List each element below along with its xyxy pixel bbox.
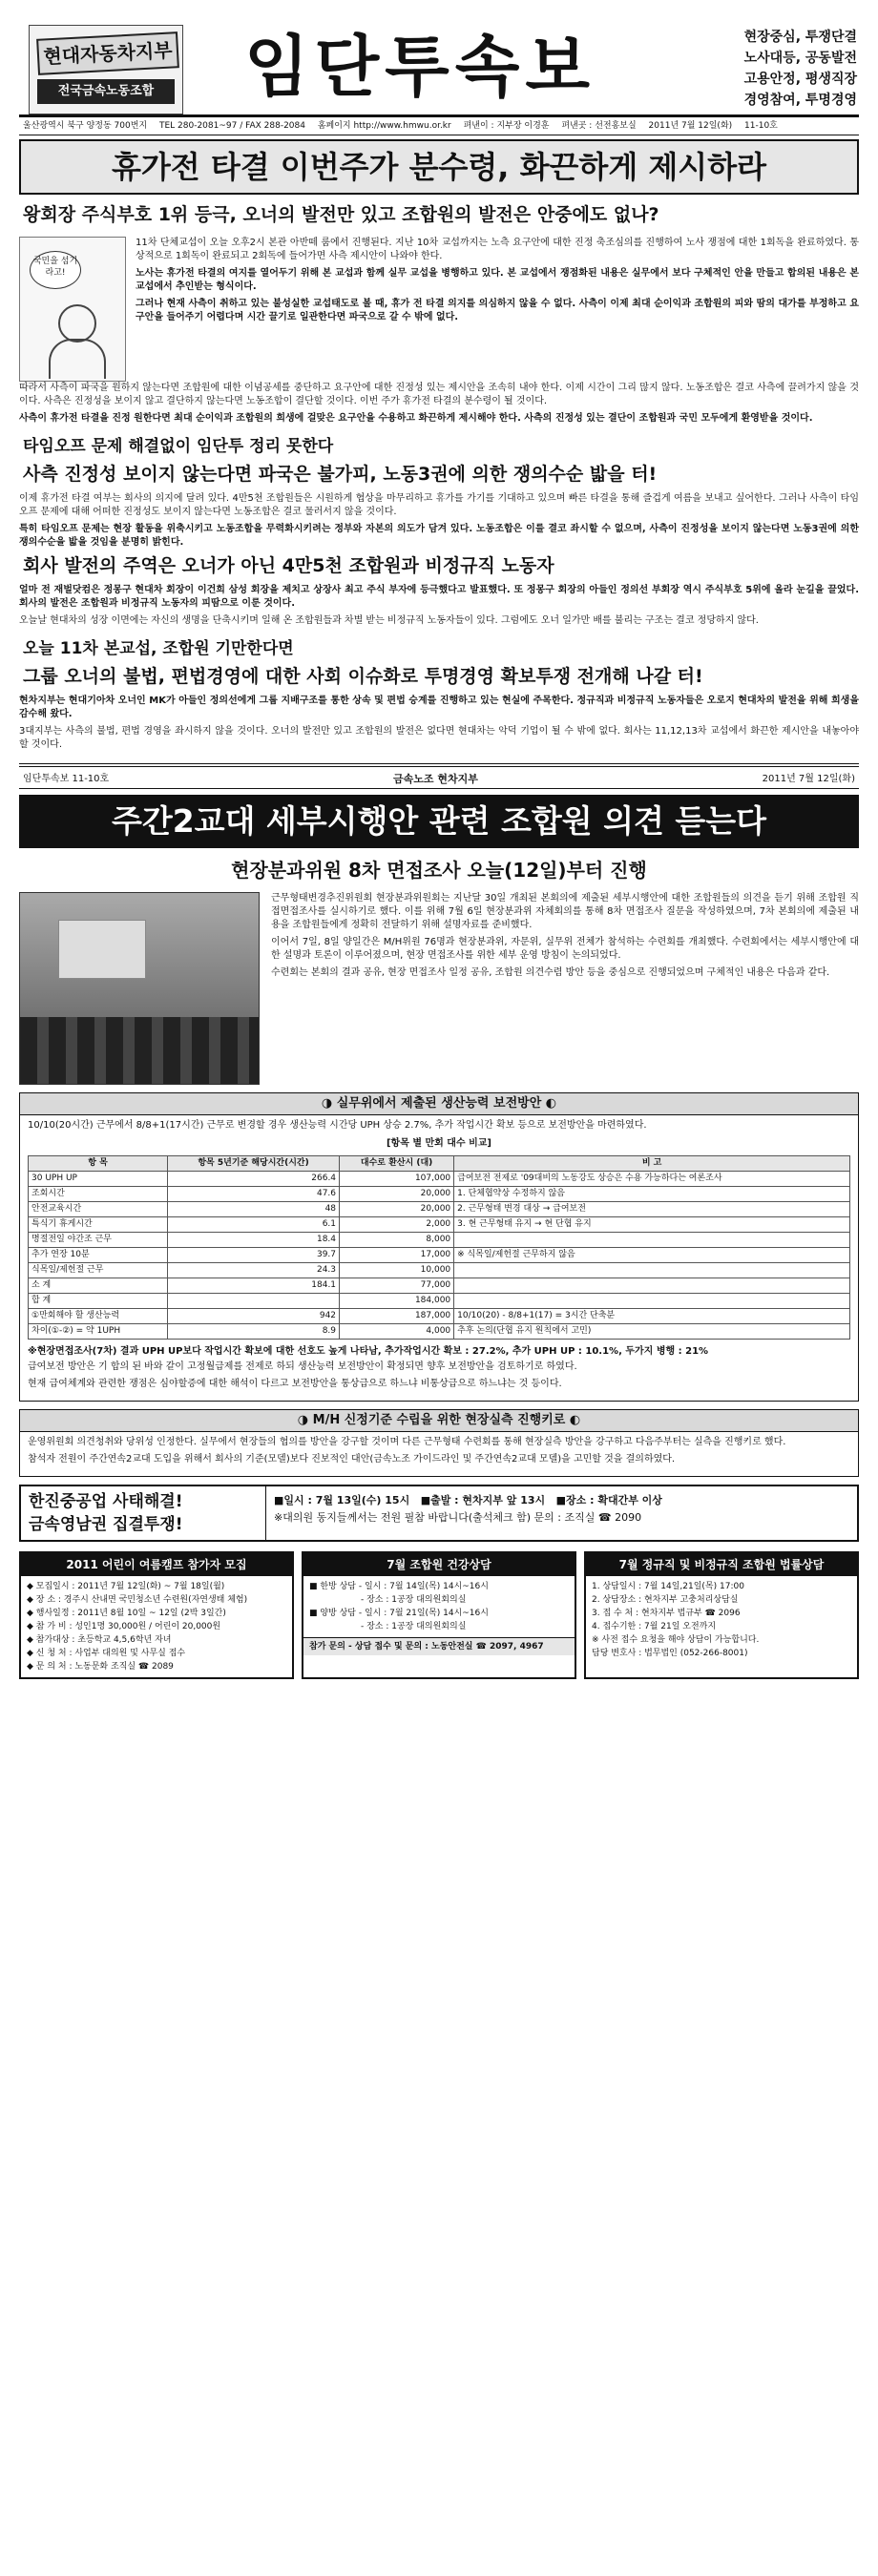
paragraph: 운영위원회 의견청취와 당위성 인정한다. 실무에서 현장들의 협의를 방안을 강구할 것이며 다른 근무형태 수련회를 통해 현장실측 방안을 강구하고 다음주부터는 실측을 진행키로 했다. bbox=[28, 1437, 786, 1447]
table-row bbox=[29, 1233, 850, 1248]
logo-bottom-text: 전국금속노동조합 bbox=[37, 79, 175, 104]
list-item: - 장소 : 1공장 대의원회의실 bbox=[309, 1595, 467, 1605]
table-cell: 차이(①-②) = 약 1UPH bbox=[29, 1324, 168, 1340]
rally-title bbox=[21, 1486, 266, 1540]
table-cell: 18.4 bbox=[168, 1233, 340, 1248]
address: 울산광역시 북구 양정동 700번지 bbox=[23, 121, 148, 131]
table-cell: 77,000 bbox=[340, 1278, 454, 1294]
paragraph: 따라서 사측이 파국을 원하지 않는다면 조합원에 대한 이념공세를 중단하고 요구안에 대한 진정성 있는 제시안을 조속히 내야 한다. 이제 시간이 그리 많지 않다. 노동조합은 결코 사측에 끌려가지 않을 것이다. 사측은 진정성을 보이지 않고 결단하지 않는다면 노동조합이 결단할 것이다. 이번 주가 휴가전 타결의 분수령이 될 것이다. bbox=[19, 383, 859, 406]
column-header: 비 고 bbox=[454, 1156, 850, 1172]
table-cell: 6.1 bbox=[168, 1217, 340, 1233]
paragraph: 급여보전 방안은 기 합의 된 바와 같이 고정월급제를 전제로 하되 생산능력 보전방안이 확정되면 향후 보전방안을 검토하기로 하였다. bbox=[28, 1361, 577, 1372]
mh-box bbox=[19, 1409, 859, 1477]
table-cell: ①만회해야 할 생산능력 bbox=[29, 1309, 168, 1324]
page2-header bbox=[19, 771, 859, 789]
table-caption: [항목 별 만회 대수 비교] bbox=[386, 1138, 491, 1149]
notice-boxes bbox=[19, 1551, 859, 1679]
audience bbox=[20, 1017, 259, 1084]
section-heading: 사측 진정성 보이지 않는다면 파국은 불가피, 노동3권에 의한 쟁의수순 밟을 터! bbox=[23, 464, 658, 485]
rally-notice bbox=[19, 1485, 859, 1542]
health-contact: 참가 문의 - 상담 접수 및 문의 : 노동안전실 ☎ 2097, 4967 bbox=[303, 1637, 575, 1655]
paper-name: 임단투속보 bbox=[243, 28, 596, 106]
table-cell: 합 계 bbox=[29, 1294, 168, 1309]
rally-place: ■장소 : 확대간부 이상 bbox=[555, 1494, 662, 1506]
paragraph: 현재 급여체계와 관련한 쟁점은 심야할증에 대한 해석이 다르고 보전방안을 통상급으로 하느냐 비통상급으로 하느냐는 것 등이다. bbox=[28, 1379, 562, 1389]
table-cell: 17,000 bbox=[340, 1248, 454, 1263]
newsletter-page bbox=[19, 19, 859, 1679]
list-item: ■ 양방 상담 - 일시 : 7월 21일(목) 14시~16시 bbox=[309, 1609, 489, 1618]
table-row bbox=[29, 1294, 850, 1309]
section-kicker: 타임오프 문제 해결없이 임단투 정리 못한다 bbox=[23, 437, 334, 456]
table-row bbox=[29, 1248, 850, 1263]
list-item: ◆ 신 청 처 : 사업부 대의원 및 사무실 접수 bbox=[27, 1649, 186, 1658]
capacity-intro: 10/10(20시간) 근무에서 8/8+1(17시간) 근무로 변경할 경우 생산능력 시간당 UPH 상승 2.7%, 추가 작업시간 확보 등으로 보전방안을 마련하였다. bbox=[28, 1120, 647, 1131]
capacity-box bbox=[19, 1092, 859, 1402]
meeting-photo bbox=[19, 892, 260, 1085]
slogan: 경영참여, 투명경영 bbox=[743, 93, 857, 108]
table-cell: 급여보전 전제로 '09대비의 노동강도 상승은 수용 가능하다는 여론조사 bbox=[454, 1172, 850, 1187]
column-header: 항목 5년기준 해당시간(시간) bbox=[168, 1156, 340, 1172]
table-row bbox=[29, 1324, 850, 1340]
table-row bbox=[29, 1172, 850, 1187]
table-cell: 2,000 bbox=[340, 1217, 454, 1233]
paragraph: 얼마 전 재벌닷컴은 정몽구 현대차 회장이 이건희 삼성 회장을 제치고 상장사 최고 주식 부자에 등극했다고 발표했다. 또 정몽구 회장의 아들인 정의선 부회장 역시 주식부호 5위에 올라 눈길을 끌었다. 회사의 발전은 조합원과 비정규직 노동자의 피땀으로 이룬 것이다. bbox=[19, 585, 859, 609]
camp-title: 2011 어린이 여름캠프 참가자 모집 bbox=[21, 1553, 292, 1576]
table-cell bbox=[454, 1263, 850, 1278]
editor: 펴낸곳 : 선전홍보실 bbox=[561, 121, 637, 131]
list-item: 2. 상담장소 : 현차지부 고충처리상담실 bbox=[592, 1595, 739, 1605]
table-cell: 3. 현 근무형태 유지 → 현 단협 유지 bbox=[454, 1217, 850, 1233]
list-item: 3. 접 수 처 : 현차지부 법규부 ☎ 2096 bbox=[592, 1609, 741, 1618]
legal-title: 7월 정규직 및 비정규직 조합원 법률상담 bbox=[586, 1553, 857, 1576]
list-item: 담당 변호사 : 법무법인 (052-266-8001) bbox=[592, 1649, 748, 1658]
table-cell: 특식기 휴게시간 bbox=[29, 1217, 168, 1233]
table-cell: 48 bbox=[168, 1202, 340, 1217]
table-cell: 1. 단체협약상 수정하지 않음 bbox=[454, 1187, 850, 1202]
paragraph: 이어서 7일, 8일 양일간은 M/H위원 76명과 현장분과위, 자문위, 실무위 전체가 참석하는 수련회를 개최했다. 수련회에서는 세부시행안에 대한 설명과 토론이 이루어졌으며, 현장 면접조사를 위한 세부 운영 방침이 논의되었다. bbox=[271, 937, 859, 961]
legal-notice bbox=[584, 1551, 859, 1679]
table-cell: 184,000 bbox=[340, 1294, 454, 1309]
page2-article bbox=[19, 892, 859, 1085]
survey-summary: ※현장면접조사(7차) 결과 UPH UP보다 작업시간 확보에 대한 선호도 높게 나타남, 추가작업시간 확보 : 27.2%, 추가 UPH UP : 10.1%, 두가지 병행 : 21% bbox=[28, 1346, 709, 1357]
table-cell bbox=[454, 1294, 850, 1309]
slogan: 노사대등, 공동발전 bbox=[743, 51, 857, 66]
list-item: ◆ 행사일정 : 2011년 8월 10일 ~ 12일 (2박 3일간) bbox=[27, 1609, 226, 1618]
table-cell: 조회시간 bbox=[29, 1187, 168, 1202]
table-cell: 소 계 bbox=[29, 1278, 168, 1294]
info-bar bbox=[19, 117, 859, 135]
table-cell: 266.4 bbox=[168, 1172, 340, 1187]
table-cell: ※ 식목일/제헌절 근무하지 않음 bbox=[454, 1248, 850, 1263]
table-row bbox=[29, 1263, 850, 1278]
page2-org: 금속노조 현차지부 bbox=[393, 773, 478, 785]
cartoon-illustration bbox=[19, 237, 126, 382]
publisher: 펴낸이 : 지부장 이경훈 bbox=[463, 121, 550, 131]
paragraph: 3대지부는 사측의 불법, 편법 경영을 좌시하지 않을 것이다. 오너의 발전만 있고 조합원의 발전은 없다면 현대차는 악덕 기업이 될 수 밖에 없다. 회사는 11,12,13차 교섭에서 화끈한 제시안을 내놓아야 할 것이다. bbox=[19, 726, 859, 750]
logo-top-text: 현대자동차지부 bbox=[36, 31, 179, 75]
homepage-link[interactable]: 홈페이지 http://www.hmwu.or.kr bbox=[317, 121, 451, 131]
table-row bbox=[29, 1309, 850, 1324]
table-cell: 식목일/제헌절 근무 bbox=[29, 1263, 168, 1278]
rally-title-line: 한진중공업 사태해결! bbox=[29, 1492, 183, 1511]
issue-number: 11-10호 bbox=[744, 121, 778, 131]
mh-title: ◑ M/H 신정기준 수립을 위한 현장실측 진행키로 ◐ bbox=[20, 1410, 858, 1432]
table-header-row bbox=[29, 1156, 850, 1172]
list-item: 4. 접수기한 : 7월 21일 오전까지 bbox=[592, 1622, 717, 1631]
table-row bbox=[29, 1278, 850, 1294]
table-cell: 20,000 bbox=[340, 1202, 454, 1217]
table-cell bbox=[168, 1294, 340, 1309]
paragraph: 노사는 휴가전 타결의 여지를 열어두기 위해 본 교섭과 함께 실무 교섭을 병행하고 있다. 본 교섭에서 쟁점화된 내용은 실무에서 보다 구체적인 안을 만들고 합의된 내용은 본 교섭에서 추인받는 형식이다. bbox=[136, 268, 859, 292]
camp-notice bbox=[19, 1551, 294, 1679]
rally-depart: ■출발 : 현차지부 앞 13시 bbox=[420, 1494, 546, 1506]
list-item: ◆ 모집일시 : 2011년 7월 12일(화) ~ 7월 18일(월) bbox=[27, 1582, 225, 1591]
table-cell: 추가 연장 10분 bbox=[29, 1248, 168, 1263]
table-cell: 942 bbox=[168, 1309, 340, 1324]
table-cell: 명절전일 야간조 근무 bbox=[29, 1233, 168, 1248]
table-row bbox=[29, 1187, 850, 1202]
article1-intro bbox=[19, 237, 859, 382]
table-cell: 8,000 bbox=[340, 1233, 454, 1248]
capacity-title: ◑ 실무위에서 제출된 생산능력 보전방안 ◐ bbox=[20, 1093, 858, 1115]
paragraph: 오늘날 현대차의 성장 이면에는 자신의 생명을 단축시키며 일해 온 조합원들과 차별 받는 비정규직 노동자들이 있다. 그럼에도 오너 일가만 배를 불리는 구조는 결코 정당하지 않다. bbox=[19, 615, 759, 626]
paragraph: 근무형태변경추진위원회 현장분과위원회는 지난달 30일 개최된 본회의에 제출된 세부시행안에 대한 조합원들의 의견을 듣기 위해 조합원 직접면접조사를 실시하기로 했다. 이를 위해 7월 6일 현장분과위 자체회의를 통해 8차 면접조사 질문을 작성하였으며, 7차 본회의에 제출된 내용을 조합원들에게 정확히 전달하기 위해 설명자료를 준비했다. bbox=[271, 893, 859, 930]
list-item: ◆ 참 가 비 : 성인1명 30,000원 / 어린이 20,000원 bbox=[27, 1622, 221, 1631]
rally-title-line: 금속영남권 집결투쟁! bbox=[29, 1515, 183, 1534]
rally-date: ■일시 : 7월 13일(수) 15시 bbox=[274, 1494, 410, 1506]
table-cell: 2. 근무형태 변경 대상 → 급여보전 bbox=[454, 1202, 850, 1217]
issue-date: 2011년 7월 12일(화) bbox=[648, 121, 733, 131]
list-item: - 장소 : 1공장 대의원회의실 bbox=[309, 1622, 467, 1631]
table-cell: 47.6 bbox=[168, 1187, 340, 1202]
paragraph: 참석자 전원이 주간연속2교대 도입을 위해서 회사의 기준(모델)보다 진보적인 대안(금속노조 가이드라인 및 주간연속2교대 모델)을 고민할 것을 결의하였다. bbox=[28, 1454, 676, 1465]
page2-issue: 임단투속보 11-10호 bbox=[23, 774, 110, 784]
table-cell: 107,000 bbox=[340, 1172, 454, 1187]
page-divider bbox=[19, 763, 859, 767]
table-cell: 24.3 bbox=[168, 1263, 340, 1278]
slogan: 현장중심, 투쟁단결 bbox=[743, 30, 857, 45]
phone: TEL 280-2081~97 / FAX 288-2084 bbox=[158, 121, 305, 131]
cartoon-speech-bubble: 국민을 섬기라고! bbox=[30, 251, 81, 289]
table-cell: 39.7 bbox=[168, 1248, 340, 1263]
table-cell bbox=[454, 1233, 850, 1248]
page2-headline: 주간2교대 세부시행안 관련 조합원 의견 듣는다 bbox=[19, 795, 859, 848]
health-title: 7월 조합원 건강상담 bbox=[303, 1553, 575, 1576]
list-item: ※ 사전 접수 요청을 해야 상담이 가능합니다. bbox=[592, 1635, 760, 1645]
table-cell: 187,000 bbox=[340, 1309, 454, 1324]
list-item: ■ 한방 상담 - 일시 : 7월 14일(목) 14시~16시 bbox=[309, 1582, 489, 1591]
table-cell: 10/10(20) - 8/8+1(17) = 3시간 단축분 bbox=[454, 1309, 850, 1324]
column-header: 대수로 환산시 (대) bbox=[340, 1156, 454, 1172]
list-item: ◆ 참가대상 : 초등학교 4,5,6학년 자녀 bbox=[27, 1635, 172, 1645]
rally-note: ※대의원 동지들께서는 전원 필참 바랍니다(출석체크 함) 문의 : 조직실 ☎ 2090 bbox=[274, 1511, 642, 1524]
page2-text bbox=[271, 892, 859, 1085]
main-headline: 휴가전 타결 이번주가 분수령, 화끈하게 제시하라 bbox=[19, 139, 859, 195]
paragraph: 사측이 휴가전 타결을 진정 원한다면 최대 순이익과 조합원의 희생에 걸맞은 요구안을 수용하고 화끈하게 제시해야 한다. 사측의 진정성 있는 결단이 조합원과 국민 모두에게 환영받을 것이다. bbox=[19, 413, 813, 424]
paragraph: 11차 단체교섭이 오늘 오후2시 본관 아반떼 룸에서 진행된다. 지난 10차 교섭까지는 노측 요구안에 대한 진정 축조심의를 진행하여 노사 쟁점에 대한 1회독을 완료하였다. 통상적으로 1회독이 완료되고 2회독에 들어가면 사측 제시안이 나와야 한다. bbox=[136, 238, 859, 261]
list-item: 1. 상담일시 : 7월 14일,21일(목) 17:00 bbox=[592, 1582, 744, 1591]
capacity-table bbox=[28, 1155, 850, 1340]
slogans bbox=[704, 27, 857, 111]
table-cell: 4,000 bbox=[340, 1324, 454, 1340]
rally-details bbox=[266, 1486, 670, 1540]
slogan: 고용안정, 평생직장 bbox=[743, 72, 857, 87]
table-cell: 안전교육시간 bbox=[29, 1202, 168, 1217]
list-item: ◆ 장 소 : 경주시 산내면 국민청소년 수련원(자연생태 체험) bbox=[27, 1595, 248, 1605]
table-cell: 20,000 bbox=[340, 1187, 454, 1202]
table-cell: 8.9 bbox=[168, 1324, 340, 1340]
table-cell bbox=[454, 1278, 850, 1294]
health-notice bbox=[302, 1551, 576, 1679]
cartoon-body-icon bbox=[49, 339, 106, 379]
paragraph: 특히 타임오프 문제는 현장 활동을 위축시키고 노동조합을 무력화시키려는 정부와 자본의 의도가 담겨 있다. 노동조합은 이를 결코 좌시할 수 없으며, 사측이 진정성을 보이지 않는다면 노동3권에 의한 쟁의수순을 밟을 것임을 분명히 밝힌다. bbox=[19, 524, 859, 548]
section-kicker: 오늘 11차 본교섭, 조합원 기만한다면 bbox=[23, 639, 294, 658]
table-cell: 10,000 bbox=[340, 1263, 454, 1278]
paragraph: 그러나 현재 사측이 취하고 있는 불성실한 교섭태도로 볼 때, 휴가 전 타결 의지를 의심하지 않을 수 없다. 사측이 이제 최대 순이익과 조합원의 피와 땀의 대가를 부정하고 요구안을 들어주기 어렵다며 시간 끌기로 일관한다면 파국으로 갈 수 밖에 없다. bbox=[136, 299, 859, 322]
intro-text bbox=[136, 237, 859, 382]
paragraph: 이제 휴가전 타결 여부는 회사의 의지에 달려 있다. 4만5천 조합원들은 시원하게 협상을 마무리하고 휴가를 가기를 기대하고 있으며 빠른 타결을 통해 즐겁게 여름을 보내고 싶어한다. 그러나 사측이 타임오프 문제에 대해 어떠한 진정성도 보이지 않는다면 노동조합은 결코 물러서지 않을 것이다. bbox=[19, 493, 859, 517]
main-subhead: 왕회장 주식부호 1위 등극, 오너의 발전만 있고 조합원의 발전은 안중에도 없나? bbox=[23, 204, 659, 225]
column-header: 항 목 bbox=[29, 1156, 168, 1172]
union-logo bbox=[29, 25, 183, 114]
paragraph: 현차지부는 현대기아차 오너인 MK가 아들인 정의선에게 그룹 지배구조를 통한 상속 및 편법 승계를 진행하고 있는 현실에 주목한다. 정규직과 비정규직 노동자들은 오로지 현대차의 발전을 위해 희생을 감수해 왔다. bbox=[19, 696, 859, 719]
section-heading: 그룹 오너의 불법, 편법경영에 대한 사회 이슈화로 투명경영 확보투쟁 전개해 나갈 터! bbox=[23, 666, 703, 687]
section-heading: 회사 발전의 주역은 오너가 아닌 4만5천 조합원과 비정규직 노동자 bbox=[23, 555, 554, 576]
paragraph: 수련회는 본회의 결과 공유, 현장 면접조사 일정 공유, 조합원 의견수렴 방안 등을 중심으로 진행되었으며 구체적인 내용은 다음과 같다. bbox=[271, 967, 830, 978]
cartoon-head-icon bbox=[58, 304, 96, 343]
list-item: ◆ 문 의 처 : 노동문화 조직실 ☎ 2089 bbox=[27, 1662, 174, 1672]
table-row bbox=[29, 1202, 850, 1217]
projector-screen bbox=[58, 920, 146, 979]
table-cell: 30 UPH UP bbox=[29, 1172, 168, 1187]
table-cell: 184.1 bbox=[168, 1278, 340, 1294]
table-row bbox=[29, 1217, 850, 1233]
table-cell: 추후 논의(단협 유지 원칙에서 고민) bbox=[454, 1324, 850, 1340]
page2-date: 2011년 7월 12일(화) bbox=[762, 774, 855, 784]
masthead bbox=[19, 19, 859, 117]
page2-subhead: 현장분과위원 8차 면접조사 오늘(12일)부터 진행 bbox=[231, 859, 647, 882]
